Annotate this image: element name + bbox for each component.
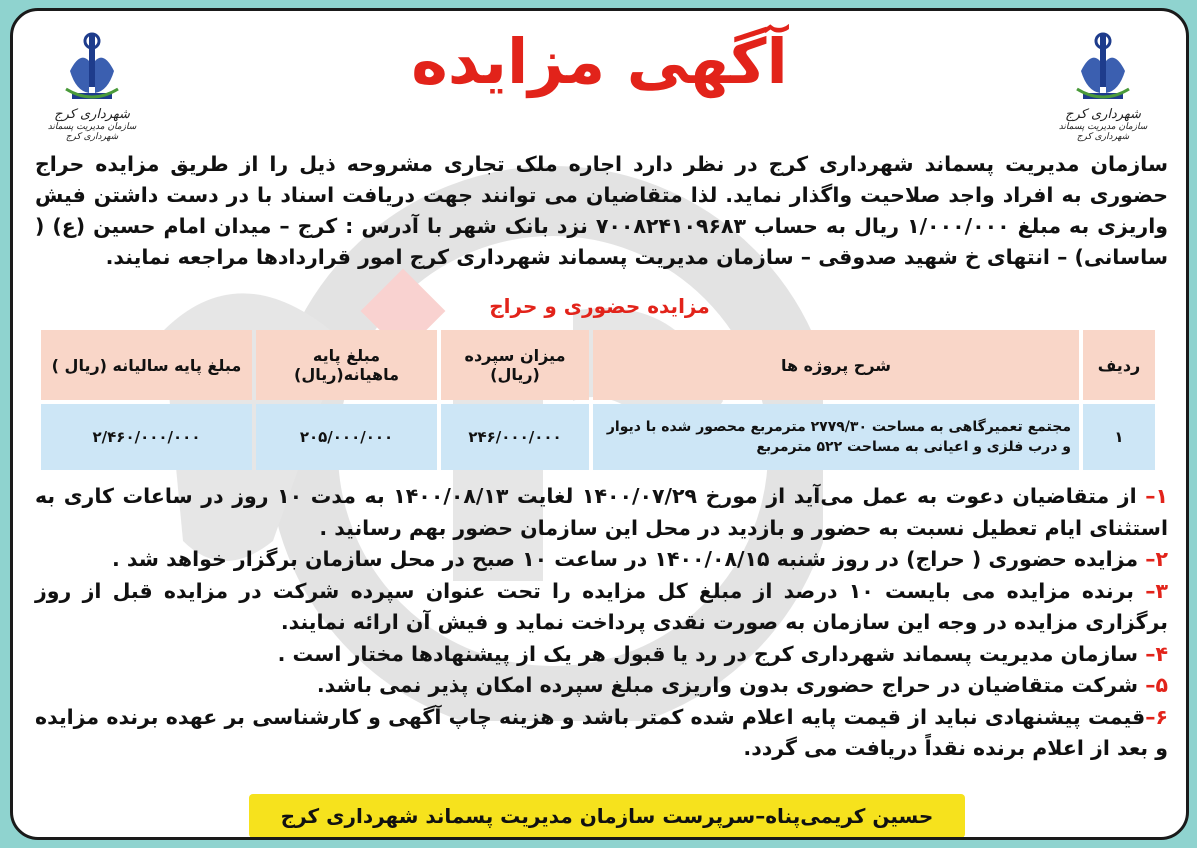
cell-row-number: ۱ [1083, 404, 1155, 470]
cell-deposit: ۲۴۶/۰۰۰/۰۰۰ [441, 404, 589, 470]
logo-line1: شهرداری کرج [54, 107, 130, 122]
term-item [35, 670, 1168, 702]
notice-title: آگهی مزایده [411, 25, 788, 98]
term-number: ۲– [1145, 547, 1168, 571]
term-text: قیمت پیشنهادی نباید از قیمت پایه اعلام شده کمتر باشد و هزینه چاپ آگهی و کارشناسی بر عهده برنده مزایده و بعد از اعلام برنده نقداً دریافت می گردد. [35, 704, 1168, 760]
term-item [35, 639, 1168, 671]
header-row-number: ردیف [1083, 330, 1155, 400]
term-item [35, 544, 1168, 576]
term-text: مزایده حضوری ( حراج) در روز شنبه ۱۴۰۰/۰۸/۱۵ در ساعت ۱۰ صبح در محل سازمان برگزار خواهد شد . [112, 547, 1146, 571]
term-number: ۱– [1145, 484, 1168, 508]
header-deposit: میزان سپرده (ریال) [441, 330, 589, 400]
header-monthly-base: مبلغ پایه ماهیانه(ریال) [256, 330, 437, 400]
header-yearly-base: مبلغ پایه سالیانه (ریال ) [41, 330, 252, 400]
term-text: شرکت متقاضیان در حراج حضوری بدون واریزی مبلغ سپرده امکان پذیر نمی باشد. [316, 673, 1146, 697]
term-item [35, 481, 1168, 544]
term-item [35, 702, 1168, 765]
term-text: سازمان مدیریت پسماند شهرداری کرج در رد یا قبول هر یک از پیشنهادها مختار است . [277, 641, 1146, 666]
auction-subtitle: مزایده حضوری و حراج [489, 294, 710, 318]
notice-card [10, 8, 1189, 840]
intro-paragraph: سازمان مدیریت پسماند شهرداری کرج در نظر دارد اجاره ملک تجاری مشروحه ذیل را از طریق مزایده حراج حضوری به افراد واجد صلاحیت واگذار نماید. لذا متقاضیان می توانند جهت دریافت اسناد با در دست داشتن فیش واریزی به مبلغ ۱/۰۰۰/۰۰۰ ریال به حساب ۷۰۰۸۲۴۱۰۹۶۸۳ نزد بانک شهر با آدرس : کرج – میدان امام حسین (ع) ( ساسانی) – انتهای خ شهید صدوقی – سازمان مدیریت پسماند شهرداری کرج امور قراردادها مراجعه نمایند. [35, 152, 1168, 269]
signature-bar: حسین کریمی‌پناه–سرپرست سازمان مدیریت پسماند شهرداری کرج [249, 794, 965, 838]
cell-description: مجتمع تعمیرگاهی به مساحت ۲۷۷۹/۳۰ مترمربع محصور شده با دیوار و درب فلزی و اعیانی به مساحت ۵۲۲ مترمربع [593, 404, 1079, 470]
table-header-row [41, 330, 1155, 400]
term-item [35, 576, 1168, 639]
logo-line1: شهرداری کرج [1065, 107, 1141, 122]
cell-monthly-base: ۲۰۵/۰۰۰/۰۰۰ [256, 404, 437, 470]
logo-line2: سازمان مدیریت پسماند شهرداری کرج [47, 122, 137, 142]
term-text: برنده مزایده می بایست ۱۰ درصد از مبلغ کل مزایده را تحت عنوان سپرده شرکت در مزایده قبل از روز برگزاری مزایده در وجه این سازمان به صورت نقدی پرداخت نماید و فیش آن ارائه نمایند. [35, 578, 1168, 634]
term-number: ۶– [1145, 704, 1168, 729]
table-row [41, 404, 1155, 470]
terms-list [35, 481, 1168, 765]
term-number: ۵– [1145, 673, 1168, 697]
logo-line2: سازمان مدیریت پسماند شهرداری کرج [1058, 122, 1148, 142]
cell-yearly-base: ۲/۴۶۰/۰۰۰/۰۰۰ [41, 404, 252, 470]
term-text: از متقاضیان دعوت به عمل می‌آید از مورخ ۱۴۰۰/۰۷/۲۹ لغایت ۱۴۰۰/۰۸/۱۳ به مدت ۱۰ روز در ساعات کاری به استثنای ایام تعطیل نسبت به حضور و بازدید در محل این سازمان حضور بهم رسانید . [35, 484, 1168, 540]
header-description: شرح پروژه ها [593, 330, 1079, 400]
term-number: ۳– [1145, 578, 1168, 603]
term-number: ۴– [1145, 641, 1168, 666]
auction-table [37, 326, 1159, 474]
